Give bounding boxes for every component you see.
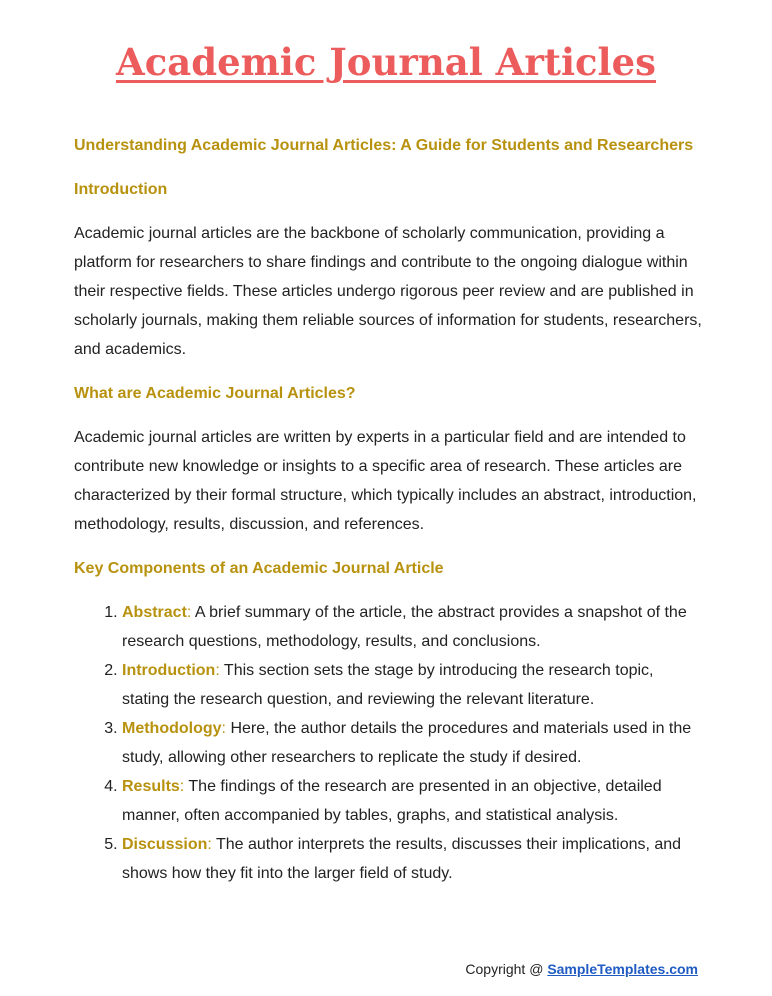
component-description: The author interprets the results, discusses their implications, and shows how they fit into the larger field of study. — [122, 836, 682, 882]
component-term: Results — [122, 778, 180, 795]
component-term: Discussion — [122, 836, 208, 853]
list-item — [122, 772, 704, 830]
list-item — [122, 714, 704, 772]
copyright-footer — [465, 959, 698, 979]
introduction-heading: Introduction — [74, 181, 168, 198]
copyright-label: Copyright @ — [465, 961, 548, 977]
component-description: The findings of the research are presented in an objective, detailed manner, often accompanied by tables, graphs, and statistical analysis. — [122, 778, 662, 824]
component-colon: : — [215, 662, 220, 679]
component-term: Methodology — [122, 720, 222, 737]
what-are-heading: What are Academic Journal Articles? — [74, 385, 356, 402]
component-colon: : — [207, 836, 212, 853]
component-description: A brief summary of the article, the abstract provides a snapshot of the research questions, methodology, results, and conclusions. — [122, 604, 687, 650]
list-item — [122, 598, 704, 656]
document-title: Academic Journal Articles — [116, 40, 656, 84]
component-description: Here, the author details the procedures and materials used in the study, allowing other researchers to replicate the study if desired. — [122, 720, 692, 766]
introduction-paragraph: Academic journal articles are the backbone of scholarly communication, providing a platform for researchers to share findings and contribute to the ongoing dialogue within their respective fields. These articles undergo rigorous peer review and are published in scholarly journals, making them reliable sources of information for students, researchers, and academics. — [74, 225, 702, 358]
component-term: Abstract — [122, 604, 187, 621]
key-components-list — [74, 598, 704, 888]
component-colon: : — [179, 778, 185, 795]
what-are-paragraph: Academic journal articles are written by experts in a particular field and are intended to contribute new knowledge or insights to a specific area of research. These articles are characterized by their formal structure, which typically includes an abstract, introduction, methodology, results, discussion, and references. — [74, 429, 697, 533]
component-term: Introduction — [122, 662, 216, 679]
component-description: This section sets the stage by introducing the research topic, stating the research question, and reviewing the relevant literature. — [122, 662, 654, 708]
component-colon: : — [221, 720, 226, 737]
component-colon: : — [186, 604, 192, 621]
list-item — [122, 656, 704, 714]
document-subtitle: Understanding Academic Journal Articles: A Guide for Students and Researchers — [74, 137, 694, 154]
document-body — [74, 131, 704, 888]
key-components-heading: Key Components of an Academic Journal Article — [74, 560, 444, 577]
sampletemplates-link[interactable]: SampleTemplates.com — [547, 961, 698, 977]
list-item — [122, 830, 704, 888]
